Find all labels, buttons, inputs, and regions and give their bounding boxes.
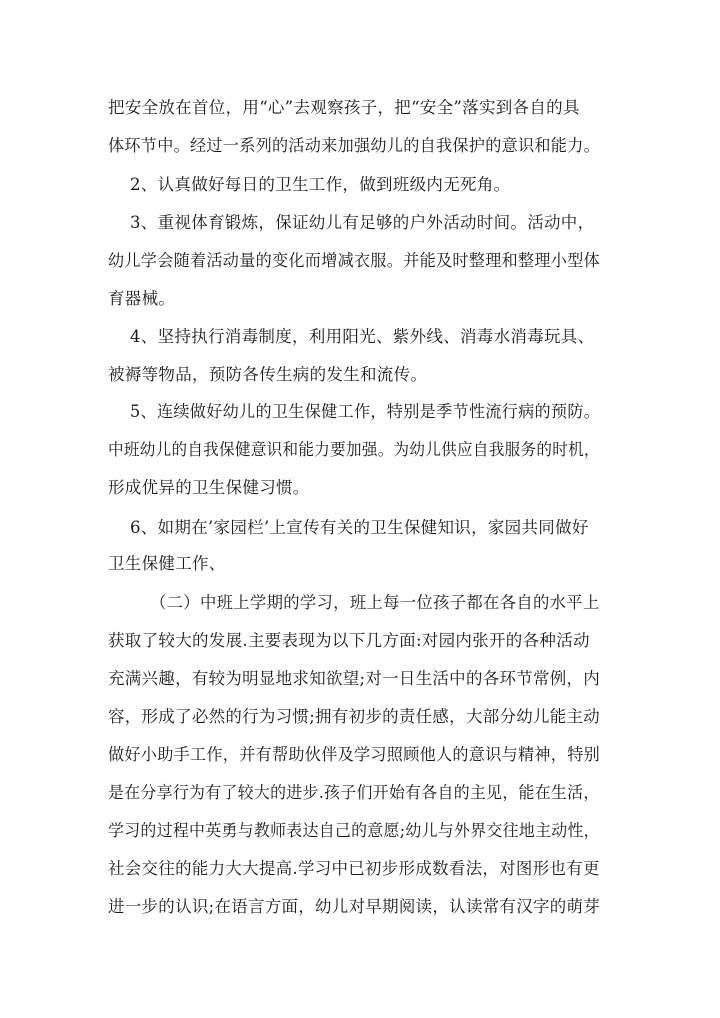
text-line: 做好小助手工作，并有帮助伙伴及学习照顾他人的意识与精神，特别: [108, 745, 601, 764]
text-line: 社会交往的能力大大提高.学习中已初步形成数看法，对图形也有更: [108, 859, 600, 878]
text-line: 6、如期在’家园栏’上宣传有关的卫生保健知识，家园共同做好: [130, 518, 589, 537]
text-line: 4、坚持执行消毒制度，利用阳光、紫外线、消毒水消毒玩具、: [130, 327, 595, 346]
text-line: 充满兴趣，有较为明显地求知欲望;对一日生活中的各环节常例，内: [108, 669, 601, 688]
text-line: 容，形成了必然的行为习惯;拥有初步的责任感，大部分幼儿能主动: [108, 707, 601, 726]
text-line: 3、重视体育锻炼，保证幼儿有足够的户外活动时间。活动中，: [130, 213, 595, 232]
text-line: 幼儿学会随着活动量的变化而增减衣服。并能及时整理和整理小型体: [108, 251, 601, 270]
text-line: 获取了较大的发展.主要表现为以下几方面:对园内张开的各种活动: [108, 631, 590, 650]
text-line: （二）中班上学期的学习，班上每一位孩子都在各自的水平上: [150, 593, 600, 612]
text-line: 卫生保健工作、: [108, 554, 226, 573]
text-line: 体环节中。经过一系列的活动来加强幼儿的自我保护的意识和能力。: [108, 136, 601, 155]
text-line: 中班幼儿的自我保健意识和能力要加强。为幼儿供应自我服务的时机，: [108, 440, 600, 459]
text-line: 是在分享行为有了较大的进步.孩子们开始有各自的主见，能在生活，: [108, 783, 600, 802]
text-line: 进一步的认识;在语言方面，幼儿对早期阅读，认读常有汉字的萌芽: [108, 897, 601, 916]
text-line: 2、认真做好每日的卫生工作，做到班级内无死角。: [130, 175, 511, 194]
text-line: 学习的过程中英勇与教师表达自己的意愿;幼儿与外界交往地主动性，: [108, 821, 600, 840]
text-line: 形成优异的卫生保健习惯。: [108, 478, 310, 497]
text-line: 被褥等物品，预防各传生病的发生和流传。: [108, 365, 428, 384]
text-line: 5、连续做好幼儿的卫生保健工作，特别是季节性流行病的预防。: [130, 402, 601, 421]
text-line: 育器械。: [108, 289, 176, 308]
text-line: 把安全放在首位，用“心”去观察孩子，把“安全”落实到各自的具: [108, 98, 580, 117]
